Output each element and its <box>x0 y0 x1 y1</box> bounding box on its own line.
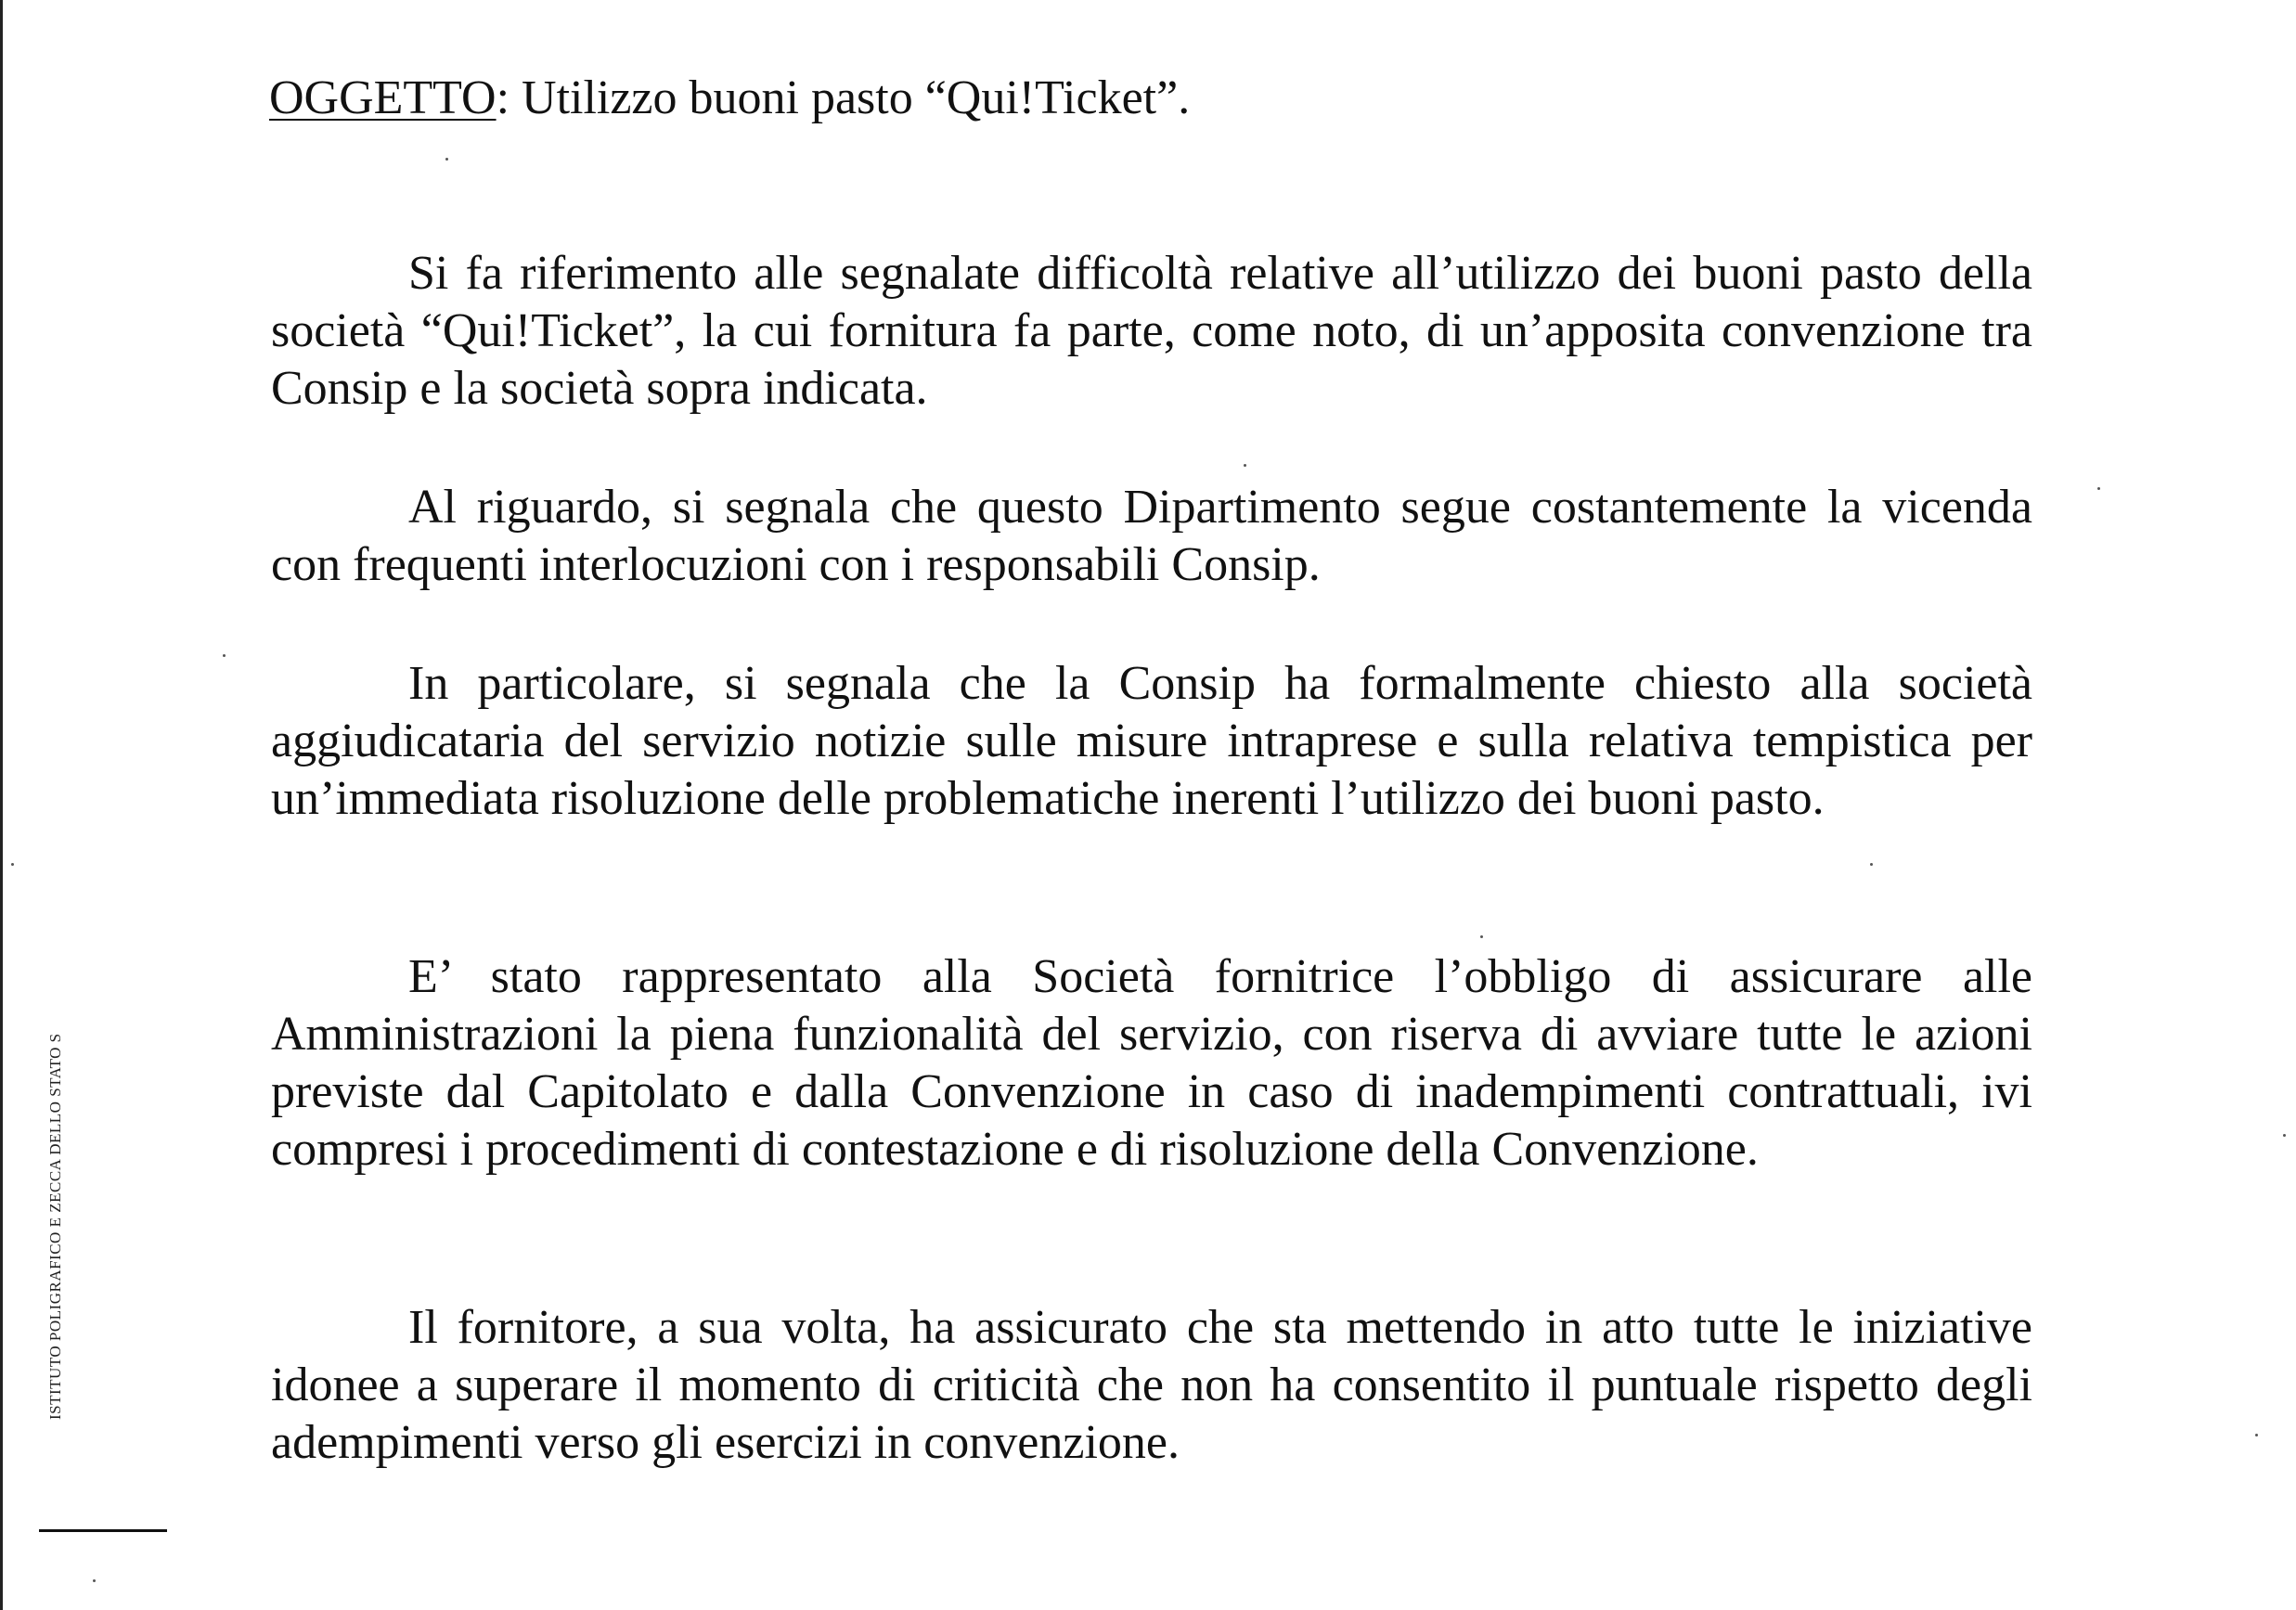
scan-speck <box>223 654 226 657</box>
subject-line <box>269 69 1190 128</box>
scan-speck <box>1244 464 1246 467</box>
paragraph: E’ stato rappresentato alla Società fornitrice l’obbligo di assicurare alle Amministrazioni la piena funzionalità del servizio, con riserva di avviare tutte le azioni previste dal Capitolato e dalla Convenzione in caso di inadempimenti contrattuali, ivi compresi i procedimenti di contestazione e di risoluzione della Convenzione. <box>271 950 2032 1176</box>
margin-rule <box>39 1529 167 1532</box>
paragraph: Si fa riferimento alle segnalate difficoltà relative all’utilizzo dei buoni pasto della società “Qui!Ticket”, la cui fornitura fa parte, come noto, di un’apposita convenzione tra Consip e la società sopra indicata. <box>271 247 2032 415</box>
paragraph: Il fornitore, a sua volta, ha assicurato che sta mettendo in atto tutte le iniziative idonee a superare il momento di criticità che non ha consentito il puntuale rispetto degli adempimenti verso gli esercizi in convenzione. <box>271 1301 2032 1469</box>
subject-text: : Utilizzo buoni pasto “Qui!Ticket”. <box>496 71 1191 124</box>
scan-speck <box>2283 1134 2286 1137</box>
scan-speck <box>93 1579 96 1582</box>
margin-stamp: ISTITUTO POLIGRAFICO E ZECCA DELLO STATO S <box>46 1033 64 1420</box>
scan-speck <box>2255 1434 2258 1436</box>
scan-speck <box>1480 935 1483 938</box>
subject-label: OGGETTO <box>269 71 497 124</box>
scan-left-edge <box>0 0 3 1610</box>
paragraph: In particolare, si segnala che la Consip ha formalmente chiesto alla società aggiudicataria del servizio notizie sulle misure intraprese e sulla relativa tempistica per un’immediata risoluzione delle problematiche inerenti l’utilizzo dei buoni pasto. <box>271 657 2032 825</box>
scan-speck <box>1870 863 1873 866</box>
scan-speck <box>2097 487 2100 490</box>
scan-speck <box>11 863 14 866</box>
scan-speck <box>445 158 448 161</box>
paragraph: Al riguardo, si segnala che questo Dipartimento segue costantemente la vicenda con frequenti interlocuzioni con i responsabili Consip. <box>271 481 2032 591</box>
